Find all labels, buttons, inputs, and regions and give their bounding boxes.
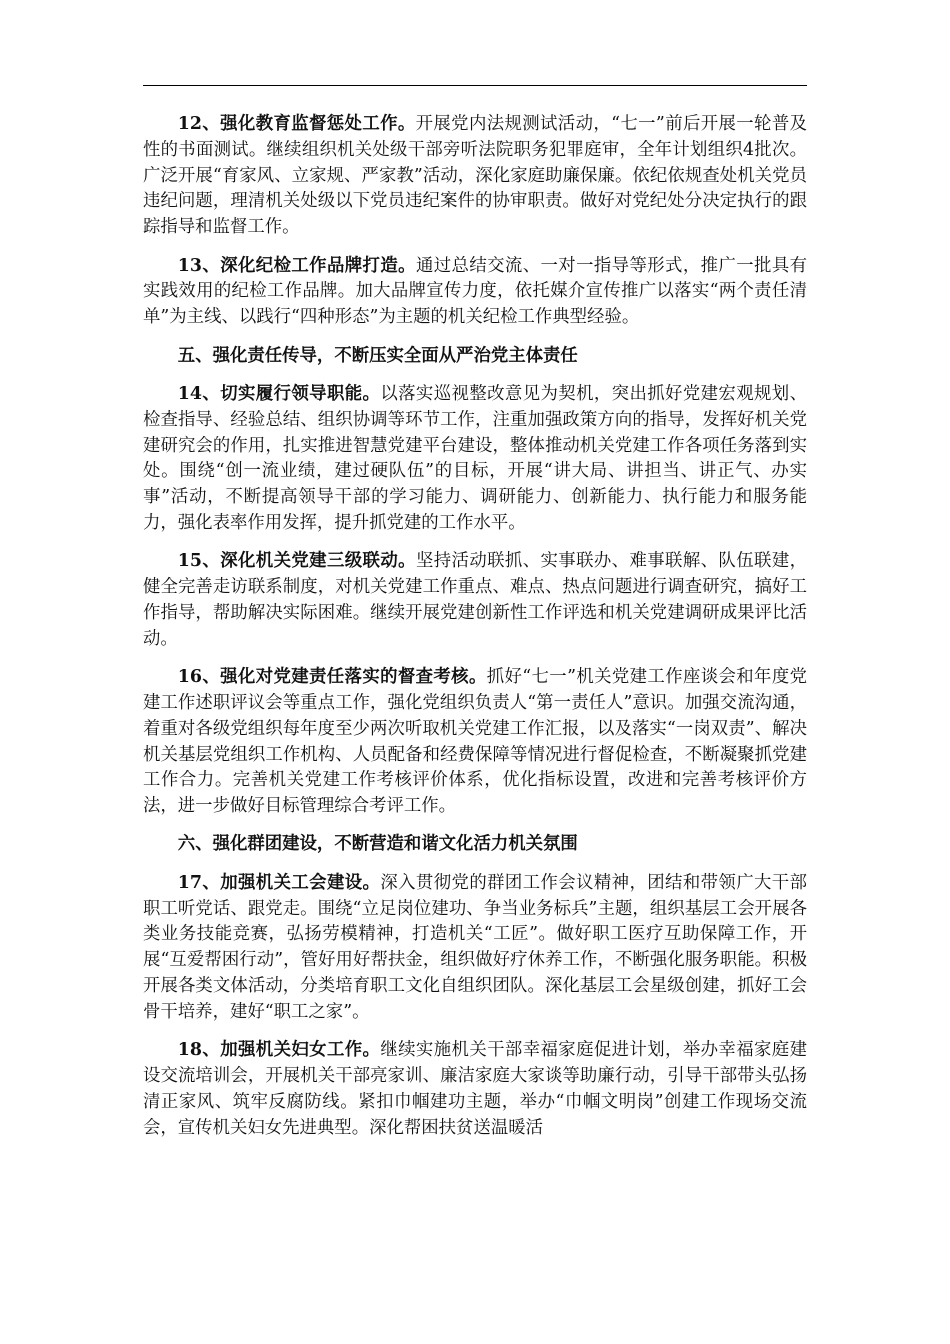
paragraph-15 [143,549,807,652]
paragraph-text: 以落实巡视整改意见为契机，突出抓好党建宏观规划、检查指导、经验总结、组织协调等环节工作，注重加强政策方向的指导，发挥好机关党建研究会的作用，扎实推进智慧党建平台建设，整体推动机关党建工作各项任务落到实处。围绕“创一流业绩，建过硬队伍”的目标，开展“讲大局、讲担当、讲正气、办实事”活动，不断提高领导干部的学习能力、调研能力、创新能力、执行能力和服务能力，强化表率作用发挥，提升抓党建的工作水平。 [143,383,807,533]
paragraph-lead: 16、强化对党建责任落实的督查考核。 [177,667,487,688]
paragraph-lead: 13、深化纪检工作品牌打造。 [177,255,416,276]
paragraph-lead: 14、切实履行领导职能。 [177,383,381,404]
document-body [143,112,807,1154]
paragraph-lead: 12、强化教育监督惩处工作。 [177,114,416,134]
paragraph-lead: 18、加强机关妇女工作。 [177,1040,381,1061]
paragraph-lead: 17、加强机关工会建设。 [177,872,381,893]
paragraph-lead: 15、深化机关党建三级联动。 [177,551,416,572]
paragraph-16 [143,665,807,820]
paragraph-text: 深入贯彻党的群团工作会议精神，团结和带领广大干部职工听党话、跟党走。围绕“立足岗位建功、争当业务标兵”主题，组织基层工会开展各类业务技能竞赛，弘扬劳模精神，打造机关“工匠”。做好职工医疗互助保障工作，开展“互爱帮困行动”，管好用好帮扶金，组织做好疗休养工作，不断强化服务职能。积极开展各类文体活动，分类培育职工文化自组织团队。深化基层工会星级创建，抓好工会骨干培养，建好“职工之家”。 [143,872,807,1022]
paragraph-17 [143,871,807,1026]
paragraph-text: 通过总结交流、一对一指导等形式，推广一批具有实践效用的纪检工作品牌。加大品牌宣传力度，依托媒介宣传推广以落实“两个责任清单”为主线、以践行“四种形态”为主题的机关纪检工作典型经验。 [143,255,807,328]
paragraph-text: 继续实施机关干部幸福家庭促进计划，举办幸福家庭建设交流培训会，开展机关干部亮家训、廉洁家庭大家谈等助廉行动，引导干部带头弘扬清正家风、筑牢反腐防线。紧扣巾帼建功主题，举办“巾帼文明岗”创建工作现场交流会，宣传机关妇女先进典型。深化帮困扶贫送温暖活 [143,1040,807,1138]
header-rule [143,85,807,86]
paragraph-text: 抓好“七一”机关党建工作座谈会和年度党建工作述职评议会等重点工作，强化党组织负责人“第一责任人”意识。加强交流沟通，着重对各级党组织每年度至少两次听取机关党建工作汇报，以及落实“一岗双责”、解决机关基层党组织工作机构、人员配备和经费保障等情况进行督促检查，不断凝聚抓党建工作合力。完善机关党建工作考核评价体系，优化指标设置，改进和完善考核评价方法，进一步做好目标管理综合考评工作。 [143,667,807,817]
section-heading-6: 六、强化群团建设，不断营造和谐文化活力机关氛围 [177,834,578,855]
paragraph-14 [143,382,807,537]
paragraph-text: 坚持活动联抓、实事联办、难事联解、队伍联建，健全完善走访联系制度，对机关党建工作重点、难点、热点问题进行调查研究，搞好工作指导，帮助解决实际困难。继续开展党建创新性工作评选和机关党建调研成果评比活动。 [143,551,807,649]
paragraph-18 [143,1038,807,1141]
paragraph-12 [143,112,807,241]
section-heading-5: 五、强化责任传导，不断压实全面从严治党主体责任 [177,345,578,366]
paragraph-text: 开展党内法规测试活动，“七一”前后开展一轮普及性的书面测试。继续组织机关处级干部旁听法院职务犯罪庭审，全年计划组织4批次。广泛开展“育家风、立家规、严家教”活动，深化家庭助廉保廉。依纪依规查处机关党员违纪问题，理清机关处级以下党员违纪案件的协审职责。做好对党纪处分决定执行的跟踪指导和监督工作。 [143,114,807,238]
paragraph-13 [143,254,807,331]
